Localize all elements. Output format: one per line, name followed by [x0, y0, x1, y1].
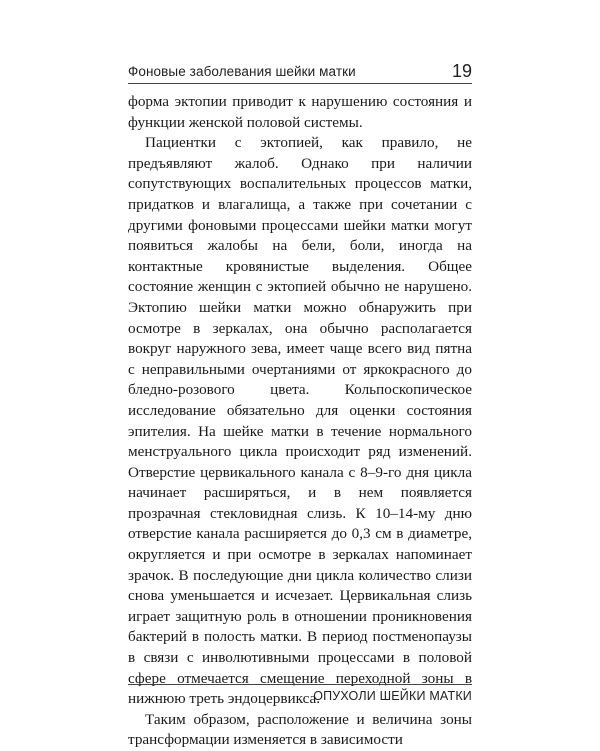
header-divider	[128, 83, 472, 84]
running-header	[128, 62, 472, 82]
footer-divider	[128, 684, 472, 685]
running-header-title: Фоновые заболевания шейки матки	[128, 64, 356, 79]
body-text	[128, 92, 472, 751]
running-footer-title: ОПУХОЛИ ШЕЙКИ МАТКИ	[313, 689, 472, 703]
paragraph-3: Таким образом, расположение и величина зоны трансформации изменяется в зависимости	[128, 710, 472, 749]
paragraph-2: Пациентки с эктопией, как правило, не предъявляют жалоб. Однако при наличии сопутствующих воспалительных процессов матки, придатков и влагалища, а также при сочетании с другими фоновыми процессами шейки матки могут появиться жалобы на бели, боли, иногда на контактные кровянистые выделения. Общее состояние женщин с эктопией обычно не нарушено. Эктопию шейки матки можно обнаружить при осмотре в зеркалах, она обычно располагается вокруг наружного зева, имеет чаще всего вид пятна с неправильными очертаниями от яркокрасного до бледно-розового цвета. Кольпоскопическое исследование обязательно для оценки состояния эпителия. На шейке матки в течение нормального менструального цикла происходит ряд изменений. Отверстие цервикального канала с 8–9-го дня цикла начинает расширяться, и в нем появляется прозрачная стекловидная слизь. К 10–14-му дню отверстие канала расширяется до 0,3 см в диаметре, округляется и при осмотре в зеркалах напоминает зрачок. В последующие дни цикла количество слизи снова уменьшается и исчезает. Цервикальная слизь играет защитную роль в отношении проникновения бактерий в полость матки. В период постменопаузы в связи с инволютивными процессами в половой сфере отмечается смещение переходной зоны в нижнюю треть эндоцервикса.	[128, 134, 472, 708]
page-number: 19	[451, 61, 472, 81]
paragraph-1: форма эктопии приводит к нарушению состояния и функции женской половой системы.	[128, 93, 472, 131]
